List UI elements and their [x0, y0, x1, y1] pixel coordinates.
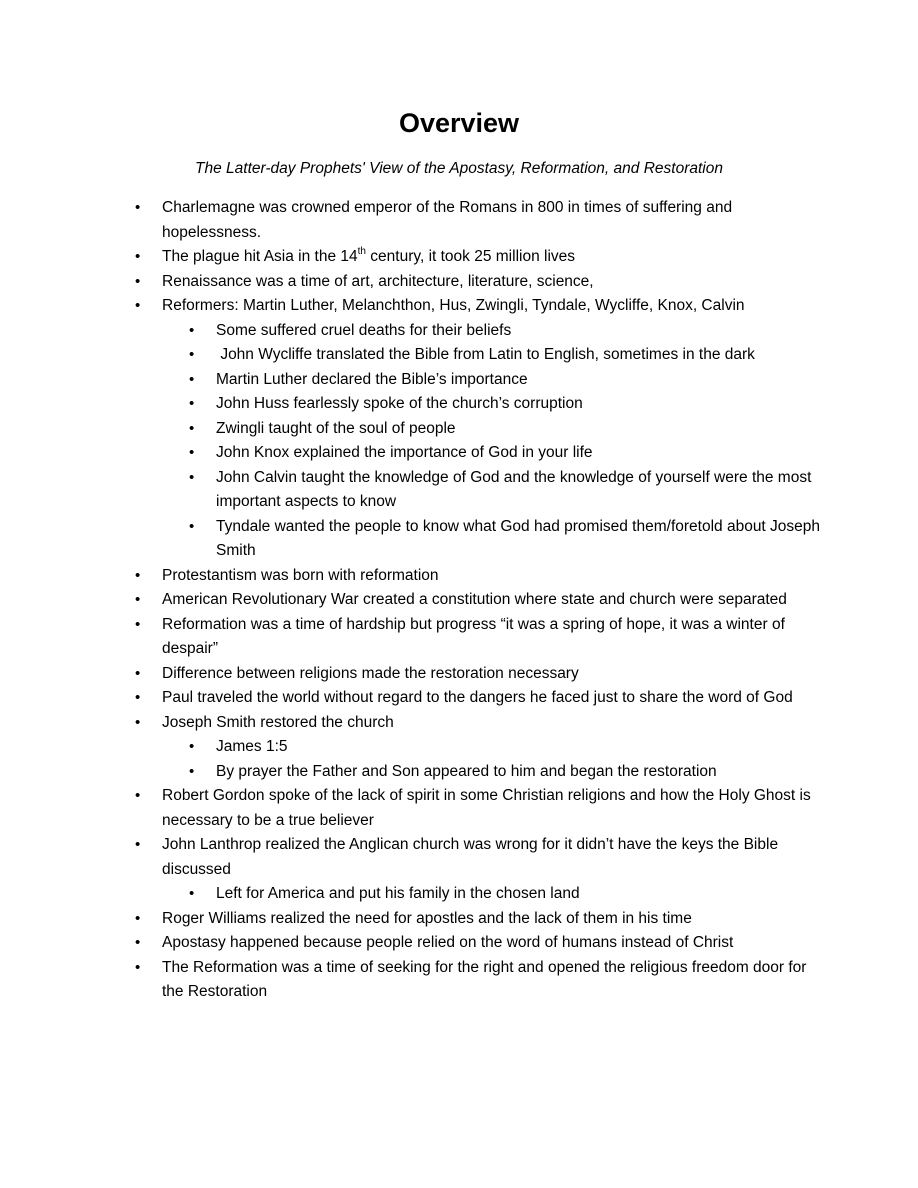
bullet-text: American Revolutionary War created a constitution where state and church were separated: [162, 591, 787, 608]
sub-bullet-item: [216, 735, 822, 760]
sub-bullet-text: John Knox explained the importance of God in your life: [216, 444, 593, 461]
bullet-item: [162, 833, 822, 907]
sub-bullet-item: [216, 882, 822, 907]
bullet-item: [162, 245, 822, 270]
bullet-text: Reformation was a time of hardship but progress “it was a spring of hope, it was a winter of despair”: [162, 615, 785, 657]
bullet-text: century, it took 25 million lives: [365, 248, 576, 265]
sub-bullet-text: James 1:5: [216, 738, 288, 755]
bullet-text: Charlemagne was crowned emperor of the Romans in 800 in times of suffering and hopelessness.: [162, 199, 733, 241]
bullet-item: [162, 294, 825, 564]
sub-bullet-text: John Wycliffe translated the Bible from Latin to English, sometimes in the dark: [216, 346, 755, 363]
bullet-item: [162, 784, 822, 833]
sub-bullet-list: [162, 735, 822, 784]
sub-bullet-item: [216, 417, 822, 442]
sub-bullet-item: [216, 441, 822, 466]
bullet-text: Roger Williams realized the need for apostles and the lack of them in his time: [162, 909, 692, 927]
page-title: Overview: [398, 108, 520, 138]
sub-bullet-text: By prayer the Father and Son appeared to him and began the restoration: [216, 762, 717, 780]
bullet-list: [162, 196, 825, 1005]
sub-bullet-list: [162, 882, 822, 907]
bullet-text: The plague hit Asia in the 14: [162, 248, 358, 265]
sub-bullet-text: John Calvin taught the knowledge of God and the knowledge of yourself were the most important aspects to know: [216, 468, 816, 510]
sub-bullet-text: Tyndale wanted the people to know what God had promised them/foretold about Joseph Smith: [216, 517, 825, 559]
bullet-item: [162, 711, 822, 785]
sub-bullet-list: [162, 319, 825, 564]
bullet-item: [162, 564, 822, 589]
sub-bullet-text: Some suffered cruel deaths for their beliefs: [216, 321, 512, 339]
bullet-item: [162, 956, 822, 1005]
bullet-text: Renaissance was a time of art, architecture, literature, science,: [162, 272, 594, 290]
bullet-text: The Reformation was a time of seeking for the right and opened the religious freedom door for the Restoration: [162, 958, 807, 1000]
ordinal-superscript: th: [357, 246, 366, 257]
bullet-text: Difference between religions made the restoration necessary: [162, 664, 579, 682]
bullet-item: [162, 907, 822, 932]
bullet-text: Apostasy happened because people relied on the word of humans instead of Christ: [162, 934, 734, 951]
bullet-text: Paul traveled the world without regard to the dangers he faced just to share the word of God: [162, 689, 793, 706]
sub-bullet-item: [216, 392, 822, 417]
bullet-item: [162, 196, 822, 245]
bullet-item: [162, 588, 822, 613]
sub-bullet-item: [216, 515, 825, 564]
sub-bullet-text: Zwingli taught of the soul of people: [216, 419, 456, 437]
sub-bullet-item: [216, 760, 822, 785]
bullet-text: John Lanthrop realized the Anglican church was wrong for it didn’t have the keys the Bible discussed: [162, 836, 779, 878]
bullet-item: [162, 931, 822, 956]
bullet-text: Reformers: Martin Luther, Melanchthon, Hus, Zwingli, Tyndale, Wycliffe, Knox, Calvin: [162, 297, 745, 314]
sub-bullet-text: John Huss fearlessly spoke of the church’s corruption: [216, 395, 583, 412]
sub-bullet-item: [216, 343, 822, 368]
sub-bullet-text: Martin Luther declared the Bible’s importance: [216, 370, 528, 388]
bullet-item: [162, 662, 822, 687]
sub-bullet-item: [216, 319, 822, 344]
bullet-item: [162, 270, 822, 295]
bullet-item: [162, 686, 822, 711]
bullet-item: [162, 613, 822, 662]
bullet-text: Protestantism was born with reformation: [162, 566, 439, 584]
bullet-text: Robert Gordon spoke of the lack of spirit in some Christian religions and how the Holy Ghost is necessary to be a true believer: [162, 787, 811, 829]
sub-bullet-text: Left for America and put his family in the chosen land: [216, 885, 580, 902]
bullet-text: Joseph Smith restored the church: [162, 713, 394, 731]
page-subtitle: The Latter-day Prophets' View of the Apostasy, Reformation, and Restoration: [195, 160, 723, 177]
sub-bullet-item: [216, 466, 822, 515]
sub-bullet-item: [216, 368, 822, 393]
